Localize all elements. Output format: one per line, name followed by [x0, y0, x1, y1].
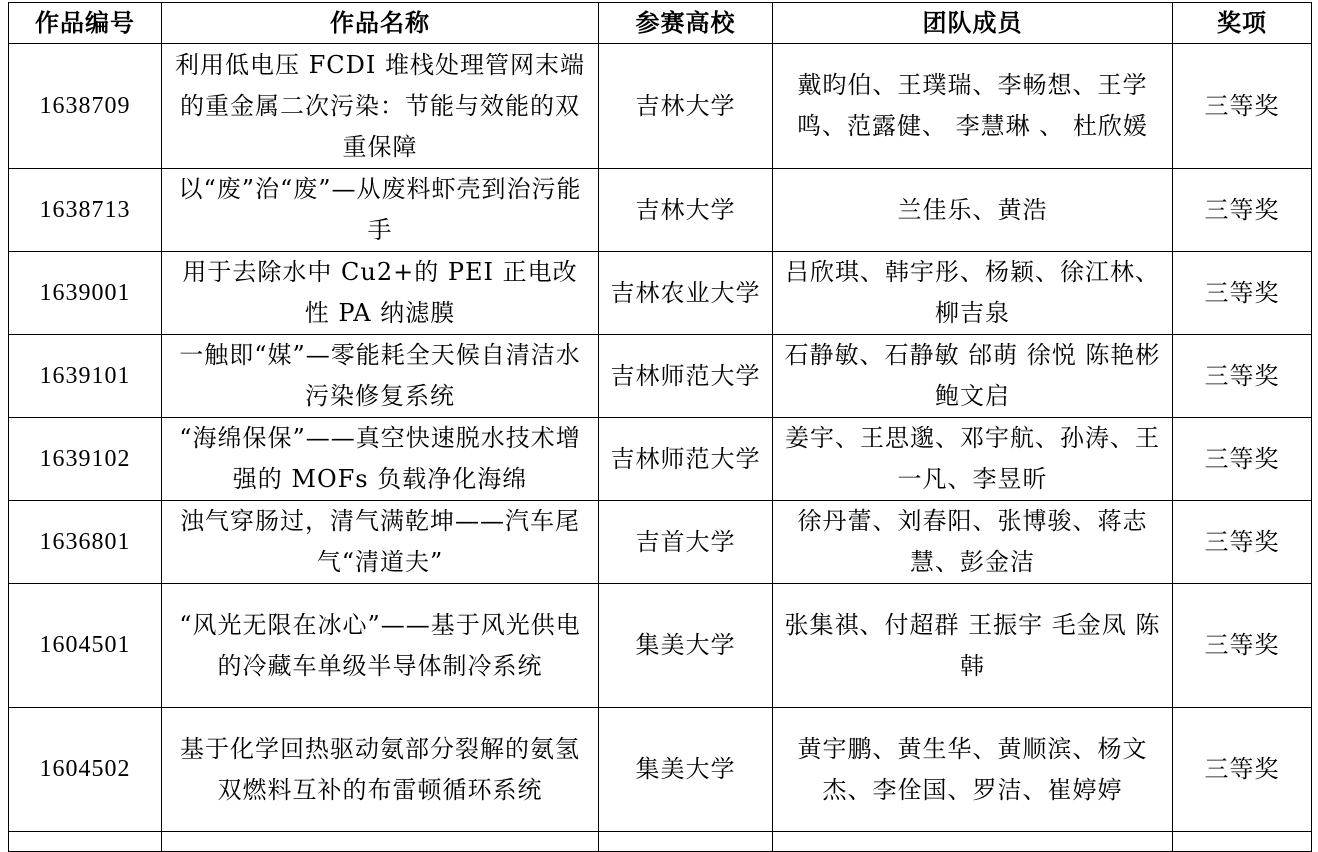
award: 三等奖	[1173, 501, 1312, 584]
award: 三等奖	[1173, 169, 1312, 252]
work-name: “风光无限在冰心”——基于风光供电的冷藏车单级半导体制冷系统	[162, 584, 599, 708]
table-row	[9, 418, 1312, 501]
team-members: 吕欣琪、韩宇彤、杨颖、徐江林、柳吉泉	[773, 252, 1173, 335]
team-members: 兰佳乐、黄浩	[773, 169, 1173, 252]
team-members: 徐丹蕾、刘春阳、张博骏、蒋志慧、彭金洁	[773, 501, 1173, 584]
school: 吉林师范大学	[599, 335, 773, 418]
work-id: 1638713	[9, 169, 162, 252]
header-id: 作品编号	[9, 3, 162, 44]
award: 三等奖	[1173, 335, 1312, 418]
team-members: 黄宇鹏、黄生华、黄顺滨、杨文杰、李佺国、罗洁、崔婷婷	[773, 708, 1173, 832]
school: 吉林大学	[599, 44, 773, 169]
table-row	[9, 252, 1312, 335]
work-name: “海绵保保”——真空快速脱水技术增强的 MOFs 负载净化海绵	[162, 418, 599, 501]
award: 三等奖	[1173, 708, 1312, 832]
school: 吉林大学	[599, 169, 773, 252]
work-name: 用于去除水中 Cu2+的 PEI 正电改性 PA 纳滤膜	[162, 252, 599, 335]
work-id: 1604501	[9, 584, 162, 708]
header-name: 作品名称	[162, 3, 599, 44]
table-row	[9, 708, 1312, 832]
work-name: 以“废”治“废”—从废料虾壳到治污能手	[162, 169, 599, 252]
work-id: 1638709	[9, 44, 162, 169]
team-members: 张集祺、付超群 王振宇 毛金凤 陈韩	[773, 584, 1173, 708]
work-name: 一触即“媒”—零能耗全天候自清洁水污染修复系统	[162, 335, 599, 418]
table-row	[9, 584, 1312, 708]
work-id: 1636801	[9, 501, 162, 584]
table-row	[9, 501, 1312, 584]
header-award: 奖项	[1173, 3, 1312, 44]
school: 集美大学	[599, 708, 773, 832]
school: 集美大学	[599, 584, 773, 708]
award: 三等奖	[1173, 418, 1312, 501]
award: 三等奖	[1173, 44, 1312, 169]
header-row	[9, 3, 1312, 44]
award: 三等奖	[1173, 584, 1312, 708]
work-name: 浊气穿肠过，清气满乾坤——汽车尾气“清道夫”	[162, 501, 599, 584]
work-id: 1639101	[9, 335, 162, 418]
award: 三等奖	[1173, 252, 1312, 335]
team-members: 戴昀伯、王璞瑞、李畅想、王学鸣、范露健、 李慧琳 、 杜欣媛	[773, 44, 1173, 169]
work-id: 1639001	[9, 252, 162, 335]
school: 吉林师范大学	[599, 418, 773, 501]
work-name: 基于化学回热驱动氨部分裂解的氨氢双燃料互补的布雷顿循环系统	[162, 708, 599, 832]
school: 吉林农业大学	[599, 252, 773, 335]
work-id: 1604502	[9, 708, 162, 832]
header-school: 参赛高校	[599, 3, 773, 44]
table-row	[9, 335, 1312, 418]
school: 吉首大学	[599, 501, 773, 584]
team-members: 石静敏、石静敏 邰萌 徐悦 陈艳彬 鲍文启	[773, 335, 1173, 418]
header-team: 团队成员	[773, 3, 1173, 44]
team-members: 姜宇、王思邈、邓宇航、孙涛、王一凡、李昱昕	[773, 418, 1173, 501]
table-row	[9, 169, 1312, 252]
table-row	[9, 44, 1312, 169]
awards-table	[8, 2, 1312, 852]
work-name: 利用低电压 FCDI 堆栈处理管网末端的重金属二次污染：节能与效能的双重保障	[162, 44, 599, 169]
work-id: 1639102	[9, 418, 162, 501]
